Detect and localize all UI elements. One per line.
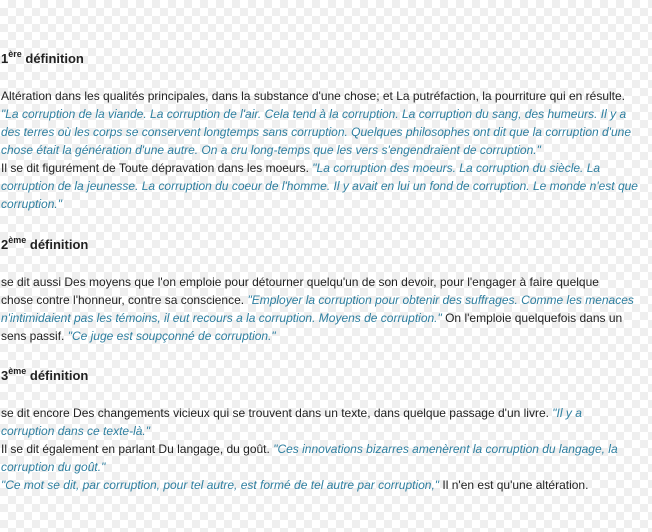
definition-text: sens passif. bbox=[1, 329, 68, 343]
heading-number: 3 bbox=[1, 368, 9, 383]
heading-definition-1 bbox=[1, 51, 84, 66]
definition-text: se dit encore Des changements vicieux qui se trouvent dans un texte, dans quelque passage d'un livre. bbox=[1, 406, 553, 420]
text-line bbox=[1, 309, 641, 327]
text-line bbox=[1, 327, 641, 345]
quote-example: "Employer la corruption pour obtenir des suffrages. Comme les menaces bbox=[247, 293, 634, 307]
quote-example: "La corruption de la viande. La corruption de l'air. Cela tend à la corruption. La corruption du sang, des humeurs. Il y a bbox=[1, 107, 627, 121]
quote-example: corruption du goût." bbox=[1, 460, 106, 474]
quote-example: "Ce mot se dit, par corruption, pour tel autre, est formé de tel autre par corruption," bbox=[1, 478, 440, 492]
quote-example: chose était la génération d'une autre. On a cru long-temps que les vers s'engendraient de corruption." bbox=[1, 143, 541, 157]
definition-text: Il n'en est qu'une altération. bbox=[439, 478, 589, 492]
heading-number: 2 bbox=[1, 237, 9, 252]
text-line bbox=[1, 458, 641, 476]
heading-word: définition bbox=[29, 368, 89, 383]
text-line bbox=[1, 141, 641, 159]
text-line bbox=[1, 476, 641, 494]
text-line bbox=[1, 159, 641, 177]
text-line bbox=[1, 273, 641, 291]
definition-text: se dit aussi Des moyens que l'on emploie pour détourner quelqu'un de son devoir, pour l'engager à faire quelque bbox=[1, 275, 599, 289]
text-line bbox=[1, 177, 641, 195]
quote-example: corruption." bbox=[1, 197, 62, 211]
quote-example: "Ces innovations bizarres amenèrent la corruption du langage, la bbox=[273, 442, 618, 456]
definition-text: chose contre l'honneur, contre sa conscience. bbox=[1, 293, 248, 307]
heading-ordinal-suffix: ème bbox=[8, 366, 27, 376]
heading-definition-3 bbox=[1, 368, 88, 383]
heading-word: définition bbox=[25, 51, 84, 66]
heading-number: 1 bbox=[1, 51, 9, 66]
quote-example: corruption de la jeunesse. La corruption du coeur de l'homme. Il y avait en lui un fond de corruption. Le monde n'est que bbox=[1, 179, 638, 193]
definition-text: Altération dans les qualités principales, dans la substance d'une chose; et La putréfaction, la pourriture qui en résulte. bbox=[1, 89, 626, 103]
heading-ordinal-suffix: ère bbox=[8, 49, 22, 59]
definition-text: Il se dit également en parlant Du langage, du goût. bbox=[1, 442, 274, 456]
quote-example: corruption dans ce texte-là." bbox=[1, 424, 151, 438]
quote-example: "Il y a bbox=[552, 406, 582, 420]
text-line bbox=[1, 195, 641, 213]
definition-3-text bbox=[1, 404, 641, 494]
definition-1-text bbox=[1, 87, 641, 213]
quote-example: n'intimidaient pas les témoins, il eut recours a la corruption. Moyens de corruption." bbox=[1, 311, 442, 325]
definition-text: Il se dit figurément de Toute dépravation dans les moeurs. bbox=[1, 161, 313, 175]
heading-word: définition bbox=[29, 237, 89, 252]
definition-text: On l'emploie quelquefois dans un bbox=[441, 311, 623, 325]
text-line bbox=[1, 440, 641, 458]
quote-example: des terres où les corps se conservent longtemps sans corruption. Quelques philosophes ont dit que la corruption d'une bbox=[1, 125, 631, 139]
text-line bbox=[1, 87, 641, 105]
text-line bbox=[1, 105, 641, 123]
heading-ordinal-suffix: ème bbox=[8, 235, 27, 245]
text-line bbox=[1, 422, 641, 440]
heading-definition-2 bbox=[1, 237, 88, 252]
text-line bbox=[1, 404, 641, 422]
quote-example: "Ce juge est soupçonné de corruption." bbox=[67, 329, 276, 343]
text-line bbox=[1, 123, 641, 141]
text-line bbox=[1, 291, 641, 309]
definition-2-text bbox=[1, 273, 641, 345]
quote-example: "La corruption des moeurs. La corruption du siècle. La bbox=[312, 161, 601, 175]
